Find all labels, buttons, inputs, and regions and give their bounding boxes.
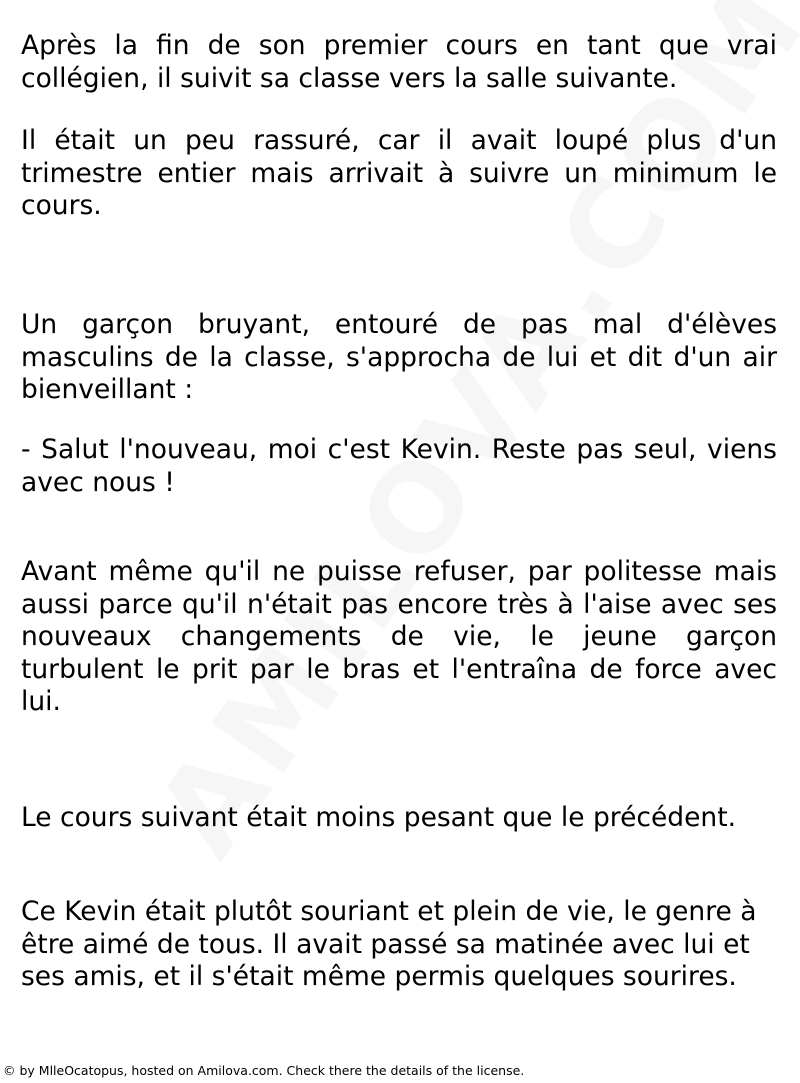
paragraph-2: Il était un peu rassuré, car il avait loupé plus d'un trimestre entier mais arrivait à suivre un minimum le cours. — [21, 125, 777, 221]
paragraph-1: Après la fin de son premier cours en tant que vrai collégien, il suivit sa classe vers la salle suivante. — [21, 30, 777, 94]
paragraph-5: Avant même qu'il ne puisse refuser, par politesse mais aussi parce qu'il n'était pas encore très à l'aise avec ses nouveaux changements de vie, le jeune garçon turbulent le prit par le bras et l'entraîna de force avec lui. — [21, 556, 777, 717]
license-footer: © by MlleOcatopus, hosted on Amilova.com. Check there the details of the license. — [3, 1063, 525, 1078]
paragraph-3: Un garçon bruyant, entouré de pas mal d'élèves masculins de la classe, s'approcha de lui et dit d'un air bienveillant : — [21, 309, 777, 405]
paragraph-7: Ce Kevin était plutôt souriant et plein de vie, le genre à être aimé de tous. Il avait passé sa matinée avec lui et ses amis, et il s'était même permis quelques sourires. — [21, 896, 757, 992]
paragraph-6: Le cours suivant était moins pesant que le précédent. — [21, 802, 737, 833]
paragraph-4-dialogue: - Salut l'nouveau, moi c'est Kevin. Reste pas seul, viens avec nous ! — [21, 434, 777, 498]
